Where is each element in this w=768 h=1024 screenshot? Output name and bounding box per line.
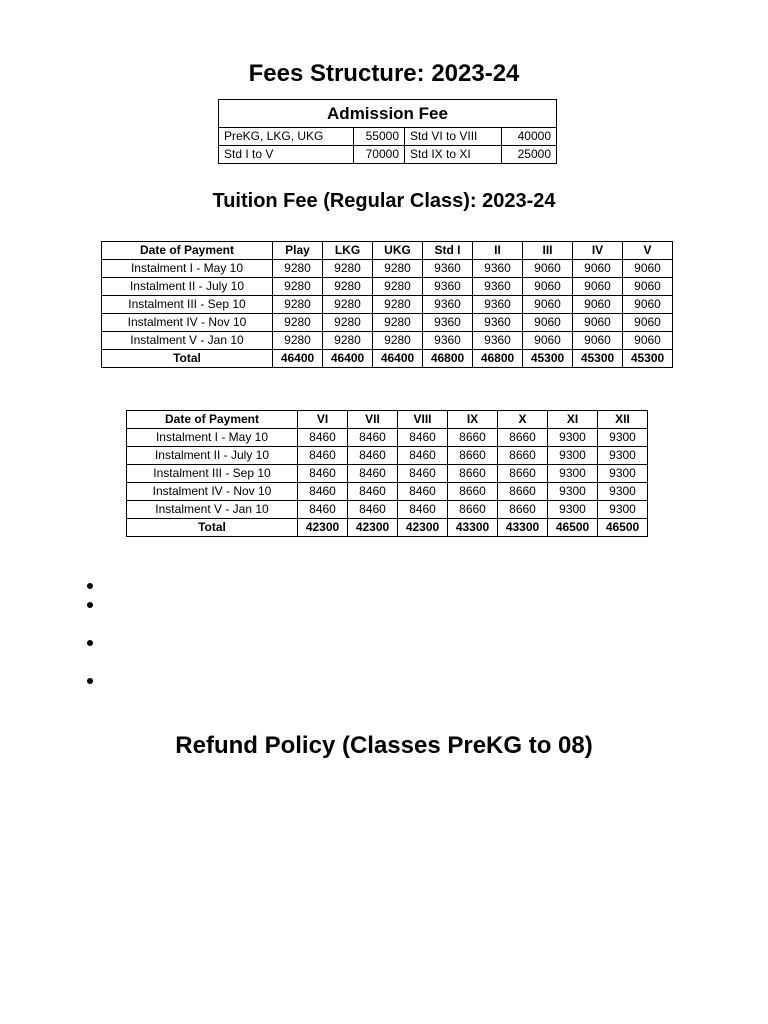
table-cell: 9280 <box>323 260 373 278</box>
table-cell: 8460 <box>348 429 398 447</box>
table-cell: 9360 <box>423 314 473 332</box>
table-cell: Instalment V - Jan 10 <box>102 332 273 350</box>
total-cell: 43300 <box>448 519 498 537</box>
table-cell: 9280 <box>373 260 423 278</box>
table-cell: 9060 <box>523 278 573 296</box>
table-cell: 9300 <box>598 501 648 519</box>
table-cell: 9300 <box>548 447 598 465</box>
tuition-fee-table-secondary <box>126 410 648 537</box>
table-cell: 8460 <box>348 465 398 483</box>
table-cell: 8460 <box>298 483 348 501</box>
table-cell: 8460 <box>398 483 448 501</box>
total-cell: 46500 <box>598 519 648 537</box>
total-row <box>102 350 673 368</box>
table-cell: 9280 <box>323 296 373 314</box>
table-cell: 9300 <box>598 465 648 483</box>
table-cell: 9060 <box>573 260 623 278</box>
table-cell: 9300 <box>548 429 598 447</box>
table-cell: 55000 <box>354 128 405 146</box>
table-row <box>219 128 557 146</box>
table-row <box>127 501 648 519</box>
table-cell: 9300 <box>548 465 598 483</box>
column-header: XI <box>548 411 598 429</box>
table-cell: 9280 <box>273 278 323 296</box>
table-cell: 9300 <box>598 447 648 465</box>
total-cell: 46400 <box>273 350 323 368</box>
table-cell: 9280 <box>373 296 423 314</box>
table-cell: 9280 <box>273 296 323 314</box>
table-cell: 8460 <box>348 483 398 501</box>
table-cell: Instalment II - July 10 <box>127 447 298 465</box>
total-row <box>127 519 648 537</box>
table-cell: 9280 <box>373 332 423 350</box>
table-cell: 9360 <box>423 332 473 350</box>
table-cell: 8660 <box>448 447 498 465</box>
column-header: VI <box>298 411 348 429</box>
table-cell: 9360 <box>473 260 523 278</box>
table-cell: 9300 <box>598 429 648 447</box>
column-header: Play <box>273 242 323 260</box>
table-row <box>127 465 648 483</box>
table-row <box>127 429 648 447</box>
table-header-row <box>127 411 648 429</box>
table-cell: 9060 <box>573 314 623 332</box>
table-cell: 9360 <box>473 314 523 332</box>
table-cell: 9360 <box>473 296 523 314</box>
table-cell: 8460 <box>398 501 448 519</box>
table-cell: 8460 <box>348 447 398 465</box>
column-header: VII <box>348 411 398 429</box>
table-cell: Std VI to VIII <box>405 128 502 146</box>
table-row <box>127 447 648 465</box>
column-header: V <box>623 242 673 260</box>
table-cell: 9280 <box>373 278 423 296</box>
total-cell: 42300 <box>348 519 398 537</box>
column-header: IX <box>448 411 498 429</box>
total-cell: 46800 <box>423 350 473 368</box>
table-cell: 9280 <box>323 278 373 296</box>
table-cell: 9300 <box>548 483 598 501</box>
table-cell: 9360 <box>423 260 473 278</box>
table-cell: Instalment III - Sep 10 <box>102 296 273 314</box>
table-cell: 8660 <box>448 501 498 519</box>
table-cell: 8660 <box>448 465 498 483</box>
table-cell: 9060 <box>523 314 573 332</box>
refund-policy-title: Refund Policy (Classes PreKG to 08) <box>175 732 593 759</box>
table-cell: Instalment V - Jan 10 <box>127 501 298 519</box>
table-row <box>102 296 673 314</box>
table-cell: 9060 <box>623 296 673 314</box>
table-row <box>102 314 673 332</box>
table-cell: 9060 <box>573 296 623 314</box>
column-header: Date of Payment <box>127 411 298 429</box>
table-cell: 9360 <box>473 332 523 350</box>
table-cell: 8660 <box>448 429 498 447</box>
table-cell: 8660 <box>498 447 548 465</box>
total-cell: 46800 <box>473 350 523 368</box>
total-cell: 42300 <box>398 519 448 537</box>
tuition-fee-title: Tuition Fee (Regular Class): 2023-24 <box>212 190 556 212</box>
table-cell: Std IX to XI <box>405 146 502 164</box>
table-cell: 9060 <box>573 332 623 350</box>
column-header: VIII <box>398 411 448 429</box>
table-cell: 9060 <box>623 332 673 350</box>
table-cell: Instalment I - May 10 <box>127 429 298 447</box>
total-cell: 46500 <box>548 519 598 537</box>
table-cell: 9360 <box>423 278 473 296</box>
table-cell: 9280 <box>273 332 323 350</box>
column-header: XII <box>598 411 648 429</box>
total-cell: 42300 <box>298 519 348 537</box>
table-cell: 9060 <box>573 278 623 296</box>
table-cell: 25000 <box>502 146 557 164</box>
table-header-row <box>102 242 673 260</box>
total-cell: 45300 <box>623 350 673 368</box>
table-cell: 9060 <box>523 332 573 350</box>
table-cell: 9060 <box>623 278 673 296</box>
table-cell: 9280 <box>273 314 323 332</box>
column-header: IV <box>573 242 623 260</box>
page-title: Fees Structure: 2023-24 <box>248 60 520 87</box>
total-cell: Total <box>102 350 273 368</box>
table-row <box>102 278 673 296</box>
table-cell: Instalment IV - Nov 10 <box>127 483 298 501</box>
table-cell: 40000 <box>502 128 557 146</box>
total-cell: 43300 <box>498 519 548 537</box>
column-header: LKG <box>323 242 373 260</box>
bullet-point <box>87 583 93 589</box>
table-row <box>219 146 557 164</box>
bullet-point <box>87 678 93 684</box>
tuition-fee-table-primary <box>101 241 673 368</box>
column-header: Date of Payment <box>102 242 273 260</box>
table-cell: Instalment I - May 10 <box>102 260 273 278</box>
total-cell: 46400 <box>373 350 423 368</box>
table-cell: 8460 <box>298 429 348 447</box>
column-header: X <box>498 411 548 429</box>
table-cell: 8660 <box>448 483 498 501</box>
table-cell: Instalment III - Sep 10 <box>127 465 298 483</box>
table-cell: 9280 <box>273 260 323 278</box>
table-cell: Instalment II - July 10 <box>102 278 273 296</box>
table-cell: 8460 <box>298 447 348 465</box>
admission-fee-table <box>218 99 557 164</box>
table-cell: 8460 <box>298 465 348 483</box>
table-cell: Instalment IV - Nov 10 <box>102 314 273 332</box>
table-cell: 8660 <box>498 465 548 483</box>
table-row <box>102 332 673 350</box>
table-cell: 8460 <box>398 465 448 483</box>
table-cell: Std I to V <box>219 146 354 164</box>
bullet-point <box>87 602 93 608</box>
table-cell: 8660 <box>498 483 548 501</box>
total-cell: 45300 <box>523 350 573 368</box>
table-cell: 8460 <box>398 429 448 447</box>
table-cell: 9300 <box>598 483 648 501</box>
table-cell: 9360 <box>473 278 523 296</box>
column-header: UKG <box>373 242 423 260</box>
table-row <box>102 260 673 278</box>
table-cell: 9060 <box>523 296 573 314</box>
table-cell: 8660 <box>498 501 548 519</box>
table-cell: 9280 <box>373 314 423 332</box>
table-cell: 9060 <box>623 260 673 278</box>
admission-fee-heading: Admission Fee <box>219 100 557 128</box>
table-cell: 9300 <box>548 501 598 519</box>
column-header: III <box>523 242 573 260</box>
table-cell: 8460 <box>298 501 348 519</box>
table-row <box>127 483 648 501</box>
table-cell: 8660 <box>498 429 548 447</box>
table-cell: 8460 <box>348 501 398 519</box>
total-cell: Total <box>127 519 298 537</box>
table-cell: 9280 <box>323 314 373 332</box>
column-header: II <box>473 242 523 260</box>
table-cell: 9360 <box>423 296 473 314</box>
table-cell: 9060 <box>623 314 673 332</box>
table-cell: PreKG, LKG, UKG <box>219 128 354 146</box>
total-cell: 46400 <box>323 350 373 368</box>
table-cell: 70000 <box>354 146 405 164</box>
table-cell: 8460 <box>398 447 448 465</box>
table-cell: 9060 <box>523 260 573 278</box>
total-cell: 45300 <box>573 350 623 368</box>
bullet-point <box>87 640 93 646</box>
column-header: Std I <box>423 242 473 260</box>
table-cell: 9280 <box>323 332 373 350</box>
